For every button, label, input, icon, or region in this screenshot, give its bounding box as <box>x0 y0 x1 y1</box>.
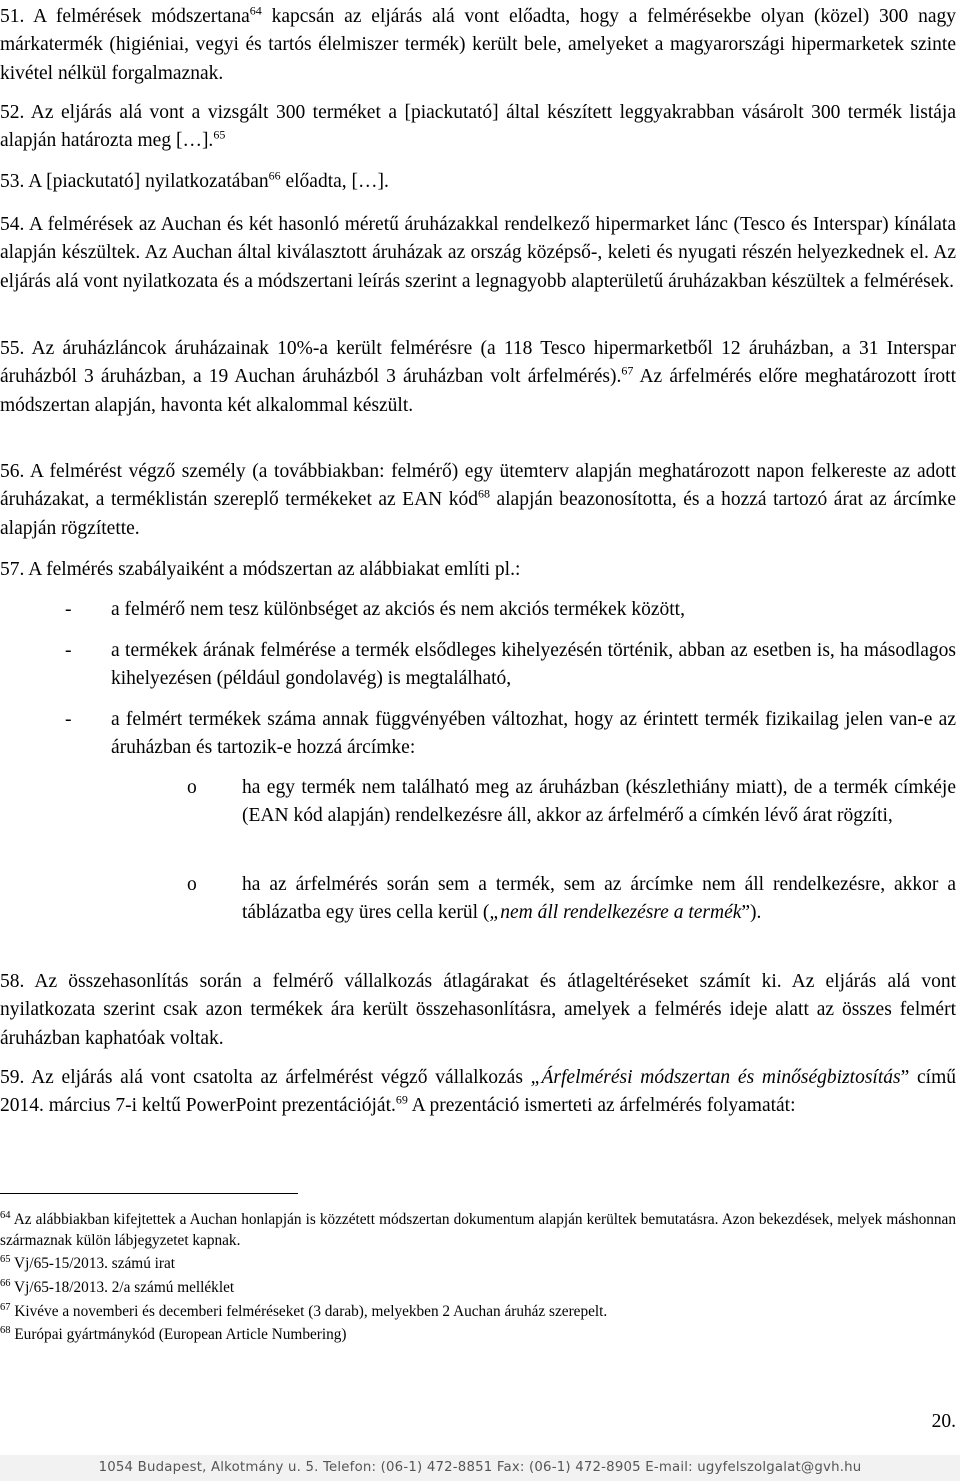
footnote-ref-64[interactable]: 64 <box>249 3 262 18</box>
bullet-item <box>65 637 956 694</box>
paragraph-number: 52. <box>0 102 25 123</box>
footnote-67 <box>0 1302 956 1323</box>
footnote-ref-65[interactable]: 65 <box>213 127 226 142</box>
paragraph-55 <box>0 335 956 420</box>
paragraph-54 <box>0 211 956 296</box>
footnote-text: Az alábbiakban kifejtettek a Auchan honlapján is közzétett módszertan dokumentum alapján kerültek bemutatásra. Azon bekezdések, melyek máshonnan származnak külön lábjegyzetet kapnak. <box>0 1211 956 1249</box>
circle-bullet-icon: o <box>187 777 197 798</box>
page-footer: 1054 Budapest, Alkotmány u. 5. Telefon: (06-1) 472-8851 Fax: (06-1) 472-8905 E-mail: ugyfelszolgalat@gvh.hu <box>0 1455 960 1481</box>
paragraph-text: Az árfelmérés előre meghatározott írott módszertan alapján, havonta két alkalommal készült. <box>0 366 956 416</box>
paragraph-text: A felmérések módszertana <box>33 6 250 27</box>
footnote-number: 66 <box>0 1277 11 1289</box>
paragraph-text: Az áruházláncok áruházainak 10%-a került felmérésre (a 118 Tesco hipermarketből 12 áruházban, a 31 Interspar áruházból 3 áruházban, a 19 Auchan áruházból 3 áruházban volt árfelmérés). <box>0 338 956 388</box>
dash-bullet-icon: - <box>65 709 72 730</box>
paragraph-number: 51. <box>0 6 25 27</box>
footnote-64 <box>0 1210 956 1251</box>
footnote-number: 67 <box>0 1301 11 1313</box>
paragraph-text: A prezentáció ismerteti az árfelmérés folyamatát: <box>407 1095 796 1117</box>
footnote-68 <box>0 1325 956 1346</box>
sub-bullet-text: ha az árfelmérés során sem a termék, sem az árcímke nem áll rendelkezésre, akkor a táblázatba egy üres cella kerül ( <box>242 874 956 924</box>
paragraph-text: előadta, […]. <box>280 171 389 192</box>
bullet-text: a felmért termékek száma annak függvényében változhat, hogy az érintett termék fizikailag jelen van-e az áruházban és tartozik-e hozzá árcímke: <box>111 709 956 759</box>
paragraph-58 <box>0 968 956 1053</box>
footnote-ref-68[interactable]: 68 <box>477 486 490 501</box>
page-number: 20. <box>931 1411 956 1432</box>
sub-bullet-text: ha egy termék nem található meg az áruházban (készlethiány miatt), de a termék címkéje (EAN kód alapján) rendelkezésre áll, akkor az árfelmérő a címkén lévő árat rögzíti, <box>242 777 956 827</box>
paragraph-number: 55. <box>0 338 25 359</box>
sub-bullet-item <box>187 871 956 928</box>
footnote-ref-66[interactable]: 66 <box>268 168 281 183</box>
footnote-ref-67[interactable]: 67 <box>621 363 634 378</box>
paragraph-text: A felmérés szabályaiként a módszertan az alábbiakat említi pl.: <box>28 559 521 580</box>
paragraph-text: Az összehasonlítás során a felmérő vállalkozás átlagárakat és átlageltéréseket számít ki. Az eljárás alá vont nyilatkozata szerint csak azon termékek ára került összehasonlításra, amelyek a felmérés ideje alatt az összes felmért áruházban kaphatóak voltak. <box>0 971 956 1049</box>
footnote-number: 64 <box>0 1209 11 1221</box>
sub-bullet-text: ”). <box>741 902 762 924</box>
paragraph-number: 59. <box>0 1067 25 1088</box>
paragraph-text: alapján beazonosította, és a hozzá tartozó árat az árcímke alapján rögzítette. <box>0 489 956 539</box>
circle-bullet-icon: o <box>187 874 197 895</box>
italic-title: „Árfelmérési módszertan és minőségbiztosítás <box>530 1067 901 1088</box>
bullet-item <box>65 596 956 624</box>
paragraph-text: A felmérést végző személy (a továbbiakban: felmérő) egy ütemterv alapján meghatározott napon felkereste az adott áruházakat, a terméklistán szereplő termékeket az EAN kód <box>0 461 956 511</box>
paragraph-text: A felmérések az Auchan és két hasonló méretű áruházakkal rendelkező hipermarket lánc (Tesco és Interspar) kínálata alapján készültek. Az Auchan által kiválasztott áruházak az ország középső-, keleti és nyugati részén helyezkednek el. Az eljárás alá vont nyilatkozata és a módszertani leírás szerint a legnagyobb alapterületű áruházakban készültek a felmérések. <box>0 214 956 292</box>
footnote-text: Kivéve a novemberi és decemberi felméréseket (3 darab), melyekben 2 Auchan áruház szerepelt. <box>10 1303 608 1320</box>
footnote-66 <box>0 1278 956 1299</box>
paragraph-52 <box>0 99 956 156</box>
paragraph-number: 57. <box>0 559 25 580</box>
bullet-text: a felmérő nem tesz különbséget az akciós és nem akciós termékek között, <box>111 599 685 620</box>
paragraph-56 <box>0 458 956 543</box>
paragraph-text: Az eljárás alá vont a vizsgált 300 terméket a [piackutató] által készített leggyakrabban vásárolt 300 termék listája alapján határozta meg […]. <box>0 102 956 152</box>
footnote-text: Vj/65-15/2013. számú irat <box>10 1255 176 1272</box>
bullet-text: a termékek árának felmérése a termék elsődleges kihelyezésén történik, abban az esetben is, ha másodlagos kihelyezésen (például gondolavég) is megtalálható, <box>111 640 956 690</box>
paragraph-51 <box>0 3 956 88</box>
footnote-number: 65 <box>0 1253 11 1265</box>
paragraph-number: 56. <box>0 461 25 482</box>
paragraph-number: 53. <box>0 171 25 192</box>
paragraph-number: 58. <box>0 971 25 992</box>
footnote-65 <box>0 1254 956 1275</box>
paragraph-text: ” című 2014. március 7-i keltű PowerPoint prezentációját. <box>0 1067 956 1117</box>
paragraph-number: 54. <box>0 214 25 235</box>
paragraph-53 <box>0 168 956 196</box>
italic-quote: „nem áll rendelkezésre a termék <box>489 902 742 924</box>
paragraph-text: A [piackutató] nyilatkozatában <box>28 171 269 192</box>
sub-bullet-item <box>187 774 956 831</box>
paragraph-text: Az eljárás alá vont csatolta az árfelmérést végző vállalkozás <box>31 1067 531 1088</box>
bullet-item <box>65 706 956 763</box>
footnote-separator <box>0 1193 298 1194</box>
footnote-text: Vj/65-18/2013. 2/a számú melléklet <box>10 1279 235 1296</box>
footnote-ref-69[interactable]: 69 <box>395 1092 408 1107</box>
footnote-text: Európai gyártmánykód (European Article Numbering) <box>10 1326 347 1343</box>
footnote-number: 68 <box>0 1324 11 1336</box>
dash-bullet-icon: - <box>65 640 72 661</box>
paragraph-59 <box>0 1064 956 1121</box>
paragraph-57 <box>0 556 956 584</box>
paragraph-text: kapcsán az eljárás alá vont előadta, hogy a felmérésekbe olyan (közel) 300 nagy márkatermék (higiéniai, vegyi és tartós élelmiszer termék) került bele, amelyeket a magyarországi hipermarketek szinte kivétel nélkül forgalmaznak. <box>0 6 956 84</box>
dash-bullet-icon: - <box>65 599 72 620</box>
